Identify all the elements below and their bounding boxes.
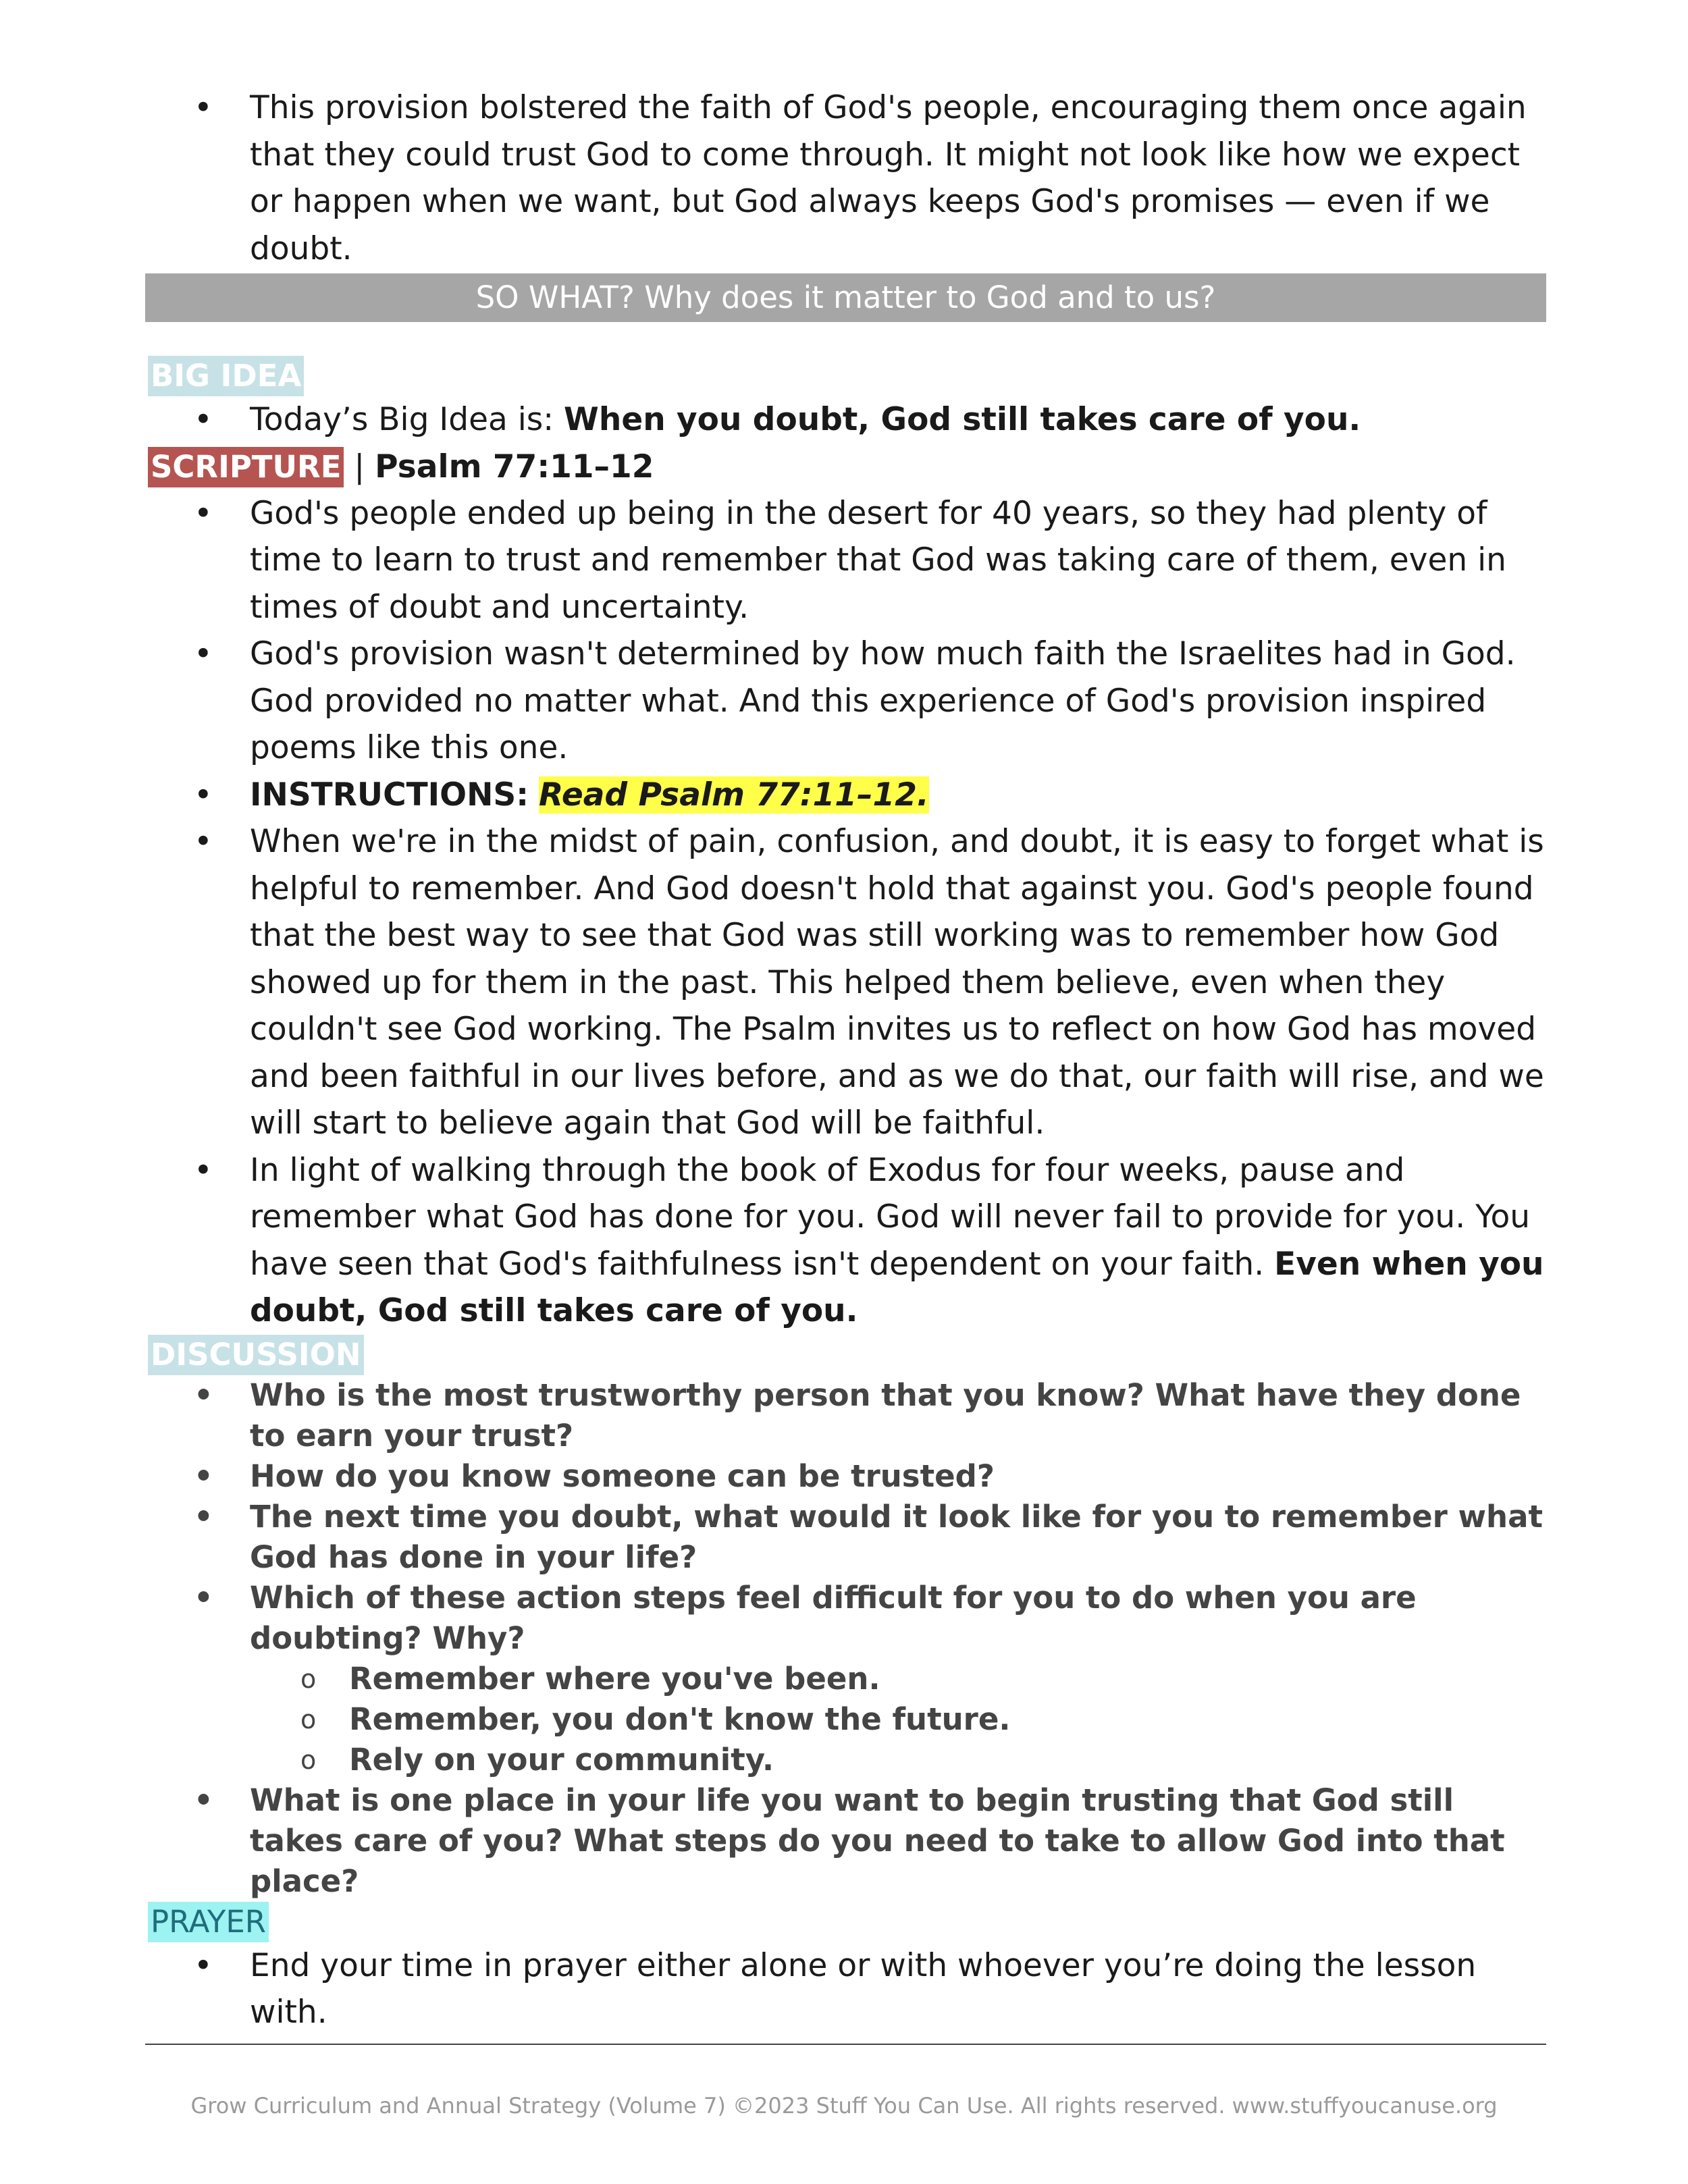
big-idea-list	[145, 396, 1546, 444]
scripture-bullet-remember: • When we're in the midst of pain, confusion, and doubt, it is easy to forget what is helpful to remember. And God doesn't hold that against you. God's people found that the best way to see that God was still working was to remember how God showed up for them in the past. This helped them believe, even when they couldn't see God working. The Psalm invites us to reflect on how God has moved and been faithful in our lives before, and as we do that, our faith will rise, and we will start to believe again that God will be faithful.	[145, 818, 1546, 1147]
prayer-label: PRAYER	[148, 1902, 269, 1942]
action-step: o Rely on your community.	[145, 1740, 1546, 1780]
discussion-list-end	[145, 1780, 1546, 1902]
so-what-banner: SO WHAT? Why does it matter to God and to us?	[145, 273, 1546, 322]
action-step: o Remember, you don't know the future.	[145, 1699, 1546, 1740]
prayer-list	[145, 1942, 1546, 2036]
action-steps-list	[145, 1659, 1546, 1780]
big-idea-bullet	[145, 396, 1546, 444]
instructions-label: INSTRUCTIONS:	[250, 776, 529, 814]
intro-bullet: • This provision bolstered the faith of God's people, encouraging them once again that they could trust God to come through. It might not look like how we expect or happen when we want, but God always keeps God's promises — even if we doubt.	[145, 84, 1546, 272]
exodus-bold: Even when you doubt, God still takes care of you.	[250, 1245, 1544, 1329]
instructions-highlight: Read Psalm 77:11–12.	[539, 776, 929, 814]
big-idea-prefix: Today’s Big Idea is:	[250, 401, 564, 438]
discussion-question: • How do you know someone can be trusted?	[145, 1456, 1546, 1497]
intro-list	[145, 84, 1546, 272]
discussion-question: • Who is the most trustworthy person that you know? What have they done to earn your trust?	[145, 1375, 1546, 1456]
lesson-page	[145, 0, 1546, 2036]
prayer-heading	[148, 1902, 1546, 1942]
scripture-heading	[148, 444, 1546, 490]
instructions-bullet	[145, 772, 1546, 819]
footer-divider	[145, 2044, 1546, 2045]
scripture-bullet-exodus	[145, 1147, 1546, 1335]
big-idea-statement: When you doubt, God still takes care of you.	[564, 401, 1361, 438]
prayer-bullet: • End your time in prayer either alone or with whoever you’re doing the lesson with.	[145, 1942, 1546, 2036]
scripture-separator: |	[344, 448, 375, 485]
scripture-label: SCRIPTURE	[148, 447, 344, 487]
footer-copyright: Grow Curriculum and Annual Strategy (Volume 7) ©2023 Stuff You Can Use. All rights reserved. www.stuffyoucanuse.org	[190, 2093, 1498, 2119]
discussion-question: • The next time you doubt, what would it look like for you to remember what God has done in your life?	[145, 1497, 1546, 1578]
discussion-heading	[148, 1335, 1546, 1375]
scripture-bullet-desert: • God's people ended up being in the desert for 40 years, so they had plenty of time to learn to trust and remember that God was taking care of them, even in times of doubt and uncertainty.	[145, 490, 1546, 631]
scripture-bullet-provision: • God's provision wasn't determined by how much faith the Israelites had in God. God provided no matter what. And this experience of God's provision inspired poems like this one.	[145, 631, 1546, 772]
big-idea-label: BIG IDEA	[148, 356, 304, 396]
discussion-label: DISCUSSION	[148, 1335, 364, 1375]
scripture-reference: Psalm 77:11–12	[375, 448, 654, 485]
exodus-text: In light of walking through the book of Exodus for four weeks, pause and remember what God has done for you. God will never fail to provide for you. You have seen that God's faithfulness isn't dependent on your faith.	[250, 1151, 1531, 1283]
scripture-list	[145, 490, 1546, 1335]
big-idea-heading	[148, 356, 1546, 396]
action-step: o Remember where you've been.	[145, 1659, 1546, 1699]
discussion-question: • Which of these action steps feel difficult for you to do when you are doubting? Why?	[145, 1578, 1546, 1659]
discussion-question: • What is one place in your life you want to begin trusting that God still takes care of you? What steps do you need to take to allow God into that place?	[145, 1780, 1546, 1902]
discussion-list	[145, 1375, 1546, 1659]
